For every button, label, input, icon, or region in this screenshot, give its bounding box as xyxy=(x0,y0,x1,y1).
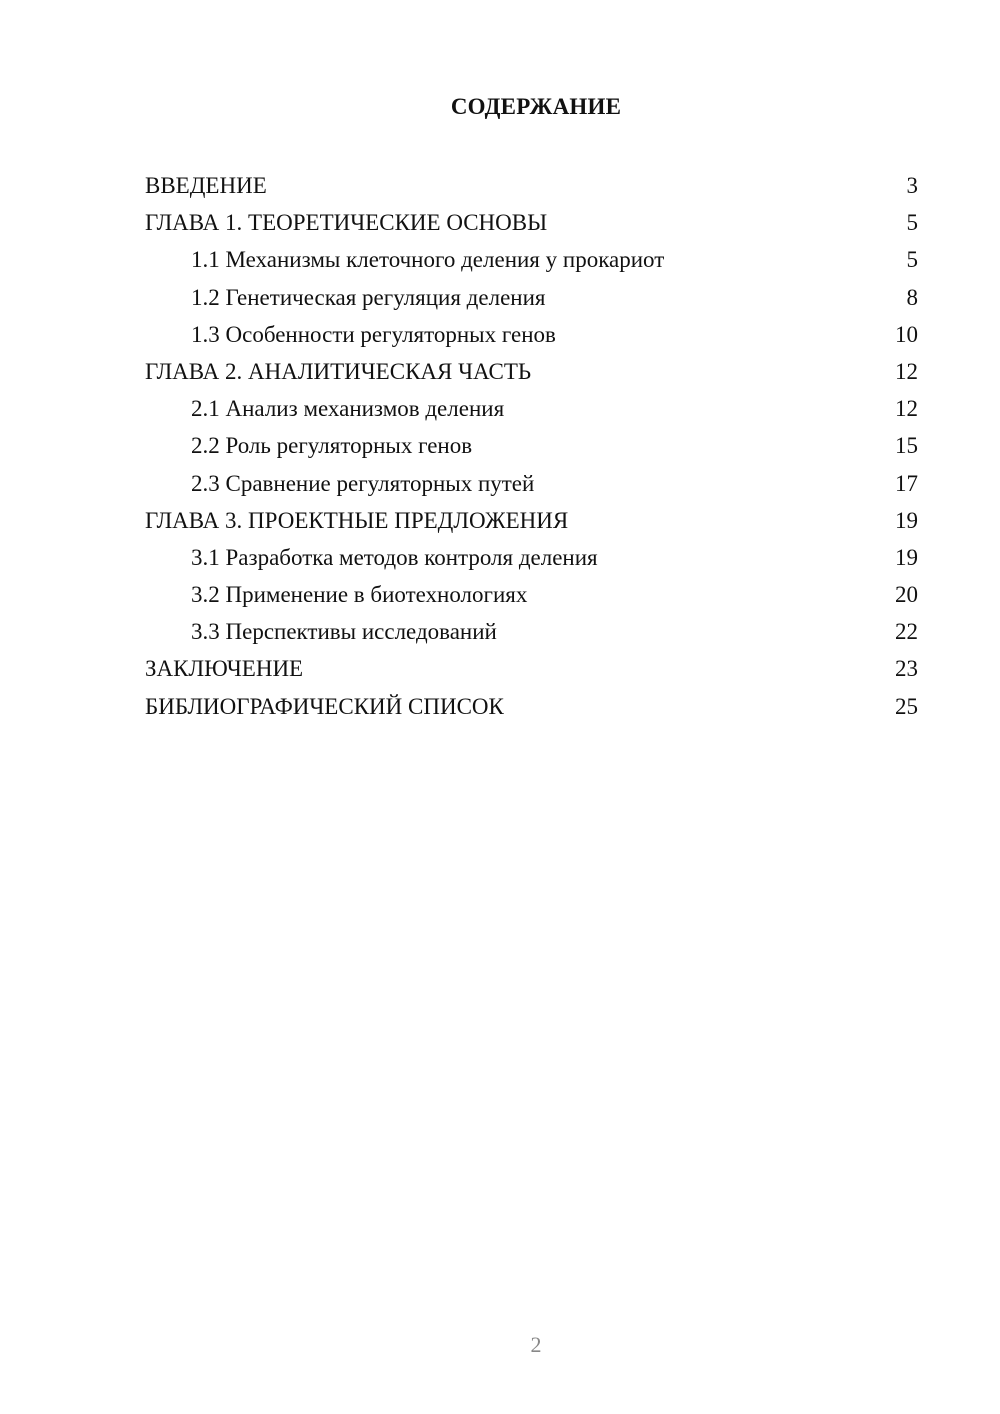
toc-entry xyxy=(145,279,920,316)
toc-entry xyxy=(145,688,920,725)
toc-entry xyxy=(145,167,920,204)
toc-entry-label: 3.1 Разработка методов контроля деления xyxy=(191,544,598,570)
toc-entry-label: 2.1 Анализ механизмов деления xyxy=(191,396,505,422)
toc-entry-page: 20 xyxy=(895,582,918,608)
toc-entry-page: 12 xyxy=(895,358,918,384)
toc-entry xyxy=(145,613,920,650)
toc-entry-label: 1.2 Генетическая регуляция деления xyxy=(191,284,546,310)
toc-entry xyxy=(145,465,920,502)
toc-entry-page: 15 xyxy=(895,433,918,459)
page-number: 2 xyxy=(530,1332,542,1357)
toc-entry-label: ЗАКЛЮЧЕНИЕ xyxy=(145,656,304,682)
toc-entry-page: 10 xyxy=(895,321,918,347)
toc-entry xyxy=(145,353,920,390)
toc-entry-page: 17 xyxy=(895,470,918,496)
toc-entry-label: 1.1 Механизмы клеточного деления у прокариот xyxy=(191,247,665,273)
toc-entry xyxy=(145,427,920,464)
toc-entry xyxy=(145,204,920,241)
toc-entry-label: 2.2 Роль регуляторных генов xyxy=(191,433,473,459)
toc-entry-page: 8 xyxy=(906,284,918,310)
toc-entry-page: 5 xyxy=(906,247,918,273)
toc-entry xyxy=(145,576,920,613)
table-of-contents xyxy=(145,167,920,725)
toc-entry-label: БИБЛИОГРАФИЧЕСКИЙ СПИСОК xyxy=(145,693,504,719)
toc-entry xyxy=(145,316,920,353)
toc-entry xyxy=(145,241,920,278)
toc-entry-label: 3.2 Применение в биотехнологиях xyxy=(191,582,528,608)
toc-entry-page: 5 xyxy=(906,210,918,236)
toc-entry-page: 25 xyxy=(895,693,918,719)
toc-entry xyxy=(145,502,920,539)
toc-entry-label: ГЛАВА 3. ПРОЕКТНЫЕ ПРЕДЛОЖЕНИЯ xyxy=(145,507,569,533)
toc-entry-page: 23 xyxy=(895,656,918,682)
toc-entry xyxy=(145,650,920,687)
toc-entry xyxy=(145,390,920,427)
toc-entry-label: ГЛАВА 2. АНАЛИТИЧЕСКАЯ ЧАСТЬ xyxy=(145,358,532,384)
toc-entry-page: 12 xyxy=(895,396,918,422)
toc-entry-page: 19 xyxy=(895,544,918,570)
toc-entry-page: 3 xyxy=(906,173,918,198)
page-title: СОДЕРЖАНИЕ xyxy=(450,94,622,119)
toc-entry-label: 2.3 Сравнение регуляторных путей xyxy=(191,470,535,496)
toc-entry-label: 1.3 Особенности регуляторных генов xyxy=(191,321,556,347)
toc-entry xyxy=(145,539,920,576)
toc-entry-page: 22 xyxy=(895,619,918,645)
toc-entry-label: ВВЕДЕНИЕ xyxy=(145,173,267,198)
toc-entry-label: 3.3 Перспективы исследований xyxy=(191,619,497,645)
toc-entry-page: 19 xyxy=(895,507,918,533)
toc-entry-label: ГЛАВА 1. ТЕОРЕТИЧЕСКИЕ ОСНОВЫ xyxy=(145,210,548,236)
